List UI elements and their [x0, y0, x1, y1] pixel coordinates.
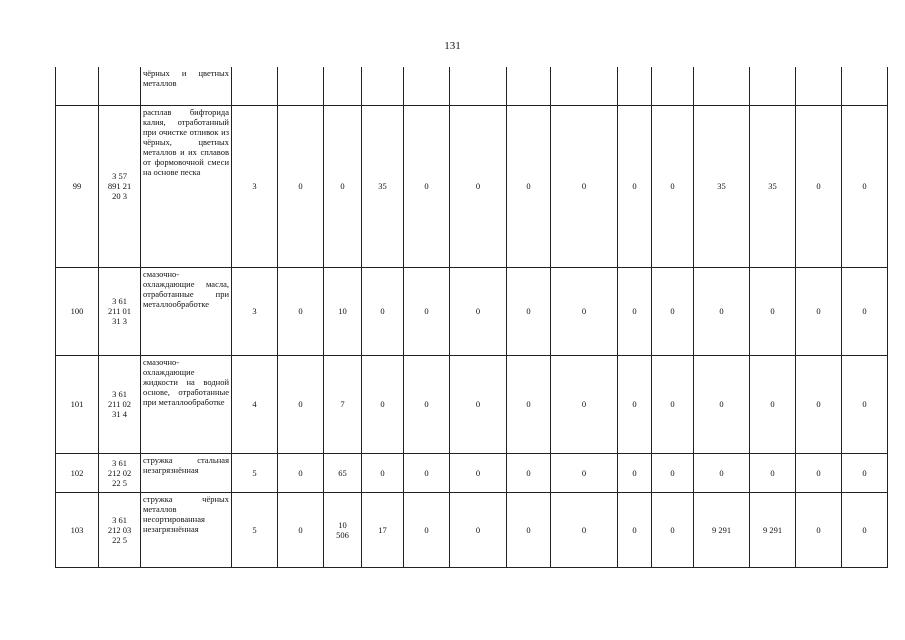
value-cell: 0 [551, 492, 618, 567]
row-number-cell: 101 [56, 355, 99, 453]
value-cell: 3 [232, 105, 278, 267]
value-cell: 0 [507, 453, 551, 492]
value-cell: 0 [450, 267, 507, 355]
value-cell: 0 [507, 267, 551, 355]
value-cell: 0 [278, 453, 324, 492]
value-cell: 0 [796, 355, 842, 453]
value-cell: 0 [404, 105, 450, 267]
value-cell: 0 [842, 267, 888, 355]
waste-code-cell: 3 61 211 01 31 3 [99, 267, 141, 355]
value-cell: 0 [842, 105, 888, 267]
waste-code-cell: 3 61 211 02 31 4 [99, 355, 141, 453]
value-cell: 65 [324, 453, 362, 492]
table-row [56, 267, 888, 355]
value-cell: 3 [232, 267, 278, 355]
value-cell: 0 [842, 453, 888, 492]
value-cell: 0 [278, 492, 324, 567]
value-cell: 0 [551, 267, 618, 355]
table-row [56, 355, 888, 453]
table-row [56, 105, 888, 267]
value-cell: 0 [694, 267, 750, 355]
value-cell: 5 [232, 453, 278, 492]
value-cell: 0 [551, 355, 618, 453]
value-cell: 10 [324, 267, 362, 355]
value-cell [842, 67, 888, 105]
value-cell: 0 [652, 267, 694, 355]
value-cell: 9 291 [750, 492, 796, 567]
value-cell: 0 [652, 355, 694, 453]
value-cell: 0 [842, 355, 888, 453]
value-cell: 0 [507, 355, 551, 453]
value-cell: 0 [796, 453, 842, 492]
value-cell: 0 [362, 355, 404, 453]
waste-name-cell: стружка стальная незагрязнённая [141, 453, 232, 492]
value-cell: 0 [750, 267, 796, 355]
waste-code-cell: 3 57 891 21 20 3 [99, 105, 141, 267]
value-cell: 0 [507, 492, 551, 567]
value-cell: 10 506 [324, 492, 362, 567]
value-cell: 4 [232, 355, 278, 453]
value-cell: 0 [796, 267, 842, 355]
value-cell: 0 [652, 492, 694, 567]
value-cell: 0 [324, 105, 362, 267]
value-cell: 0 [404, 267, 450, 355]
value-cell [750, 67, 796, 105]
value-cell: 0 [278, 355, 324, 453]
value-cell [232, 67, 278, 105]
waste-code-cell [99, 67, 141, 105]
waste-name-cell: смазочно-охлаждающие масла, отработанные при металлообработке [141, 267, 232, 355]
value-cell: 0 [618, 355, 652, 453]
value-cell: 35 [750, 105, 796, 267]
row-number-cell: 99 [56, 105, 99, 267]
row-number-cell: 102 [56, 453, 99, 492]
value-cell: 0 [652, 453, 694, 492]
value-cell: 0 [404, 355, 450, 453]
row-number-cell [56, 67, 99, 105]
value-cell: 0 [450, 105, 507, 267]
value-cell: 0 [618, 267, 652, 355]
value-cell: 7 [324, 355, 362, 453]
table-row [56, 492, 888, 567]
value-cell: 0 [450, 355, 507, 453]
value-cell: 0 [618, 453, 652, 492]
value-cell: 0 [796, 492, 842, 567]
table-row [56, 67, 888, 105]
value-cell: 0 [278, 267, 324, 355]
value-cell: 0 [404, 453, 450, 492]
waste-table [55, 67, 888, 568]
waste-name-cell: чёрных и цветных металлов [141, 67, 232, 105]
value-cell: 0 [362, 453, 404, 492]
page-number: 131 [444, 40, 461, 52]
value-cell: 0 [404, 492, 450, 567]
value-cell: 0 [618, 105, 652, 267]
value-cell [694, 67, 750, 105]
waste-code-cell: 3 61 212 02 22 5 [99, 453, 141, 492]
value-cell: 9 291 [694, 492, 750, 567]
value-cell [404, 67, 450, 105]
row-number-cell: 100 [56, 267, 99, 355]
value-cell [450, 67, 507, 105]
waste-name-cell: стружка чёрных металлов несортированная незагрязнённая [141, 492, 232, 567]
value-cell [507, 67, 551, 105]
value-cell: 0 [796, 105, 842, 267]
value-cell [796, 67, 842, 105]
value-cell: 0 [750, 453, 796, 492]
value-cell: 0 [618, 492, 652, 567]
value-cell: 0 [694, 453, 750, 492]
value-cell: 0 [551, 105, 618, 267]
waste-name-cell: расплав бифторида калия, отработанный при очистке отливок из чёрных, цветных металлов и их сплавов от формовочной смеси на основе песка [141, 105, 232, 267]
table-row [56, 453, 888, 492]
value-cell: 35 [694, 105, 750, 267]
row-number-cell: 103 [56, 492, 99, 567]
value-cell: 35 [362, 105, 404, 267]
value-cell: 0 [362, 267, 404, 355]
value-cell: 0 [450, 492, 507, 567]
value-cell: 0 [694, 355, 750, 453]
value-cell [652, 67, 694, 105]
value-cell: 0 [507, 105, 551, 267]
value-cell [324, 67, 362, 105]
value-cell: 17 [362, 492, 404, 567]
value-cell: 0 [842, 492, 888, 567]
value-cell: 0 [278, 105, 324, 267]
value-cell: 0 [450, 453, 507, 492]
value-cell: 0 [551, 453, 618, 492]
waste-code-cell: 3 61 212 03 22 5 [99, 492, 141, 567]
value-cell [278, 67, 324, 105]
value-cell: 0 [652, 105, 694, 267]
waste-name-cell: смазочно-охлаждающие жидкости на водной основе, отработанные при металлообработке [141, 355, 232, 453]
value-cell [551, 67, 618, 105]
value-cell: 0 [750, 355, 796, 453]
value-cell: 5 [232, 492, 278, 567]
value-cell [618, 67, 652, 105]
value-cell [362, 67, 404, 105]
